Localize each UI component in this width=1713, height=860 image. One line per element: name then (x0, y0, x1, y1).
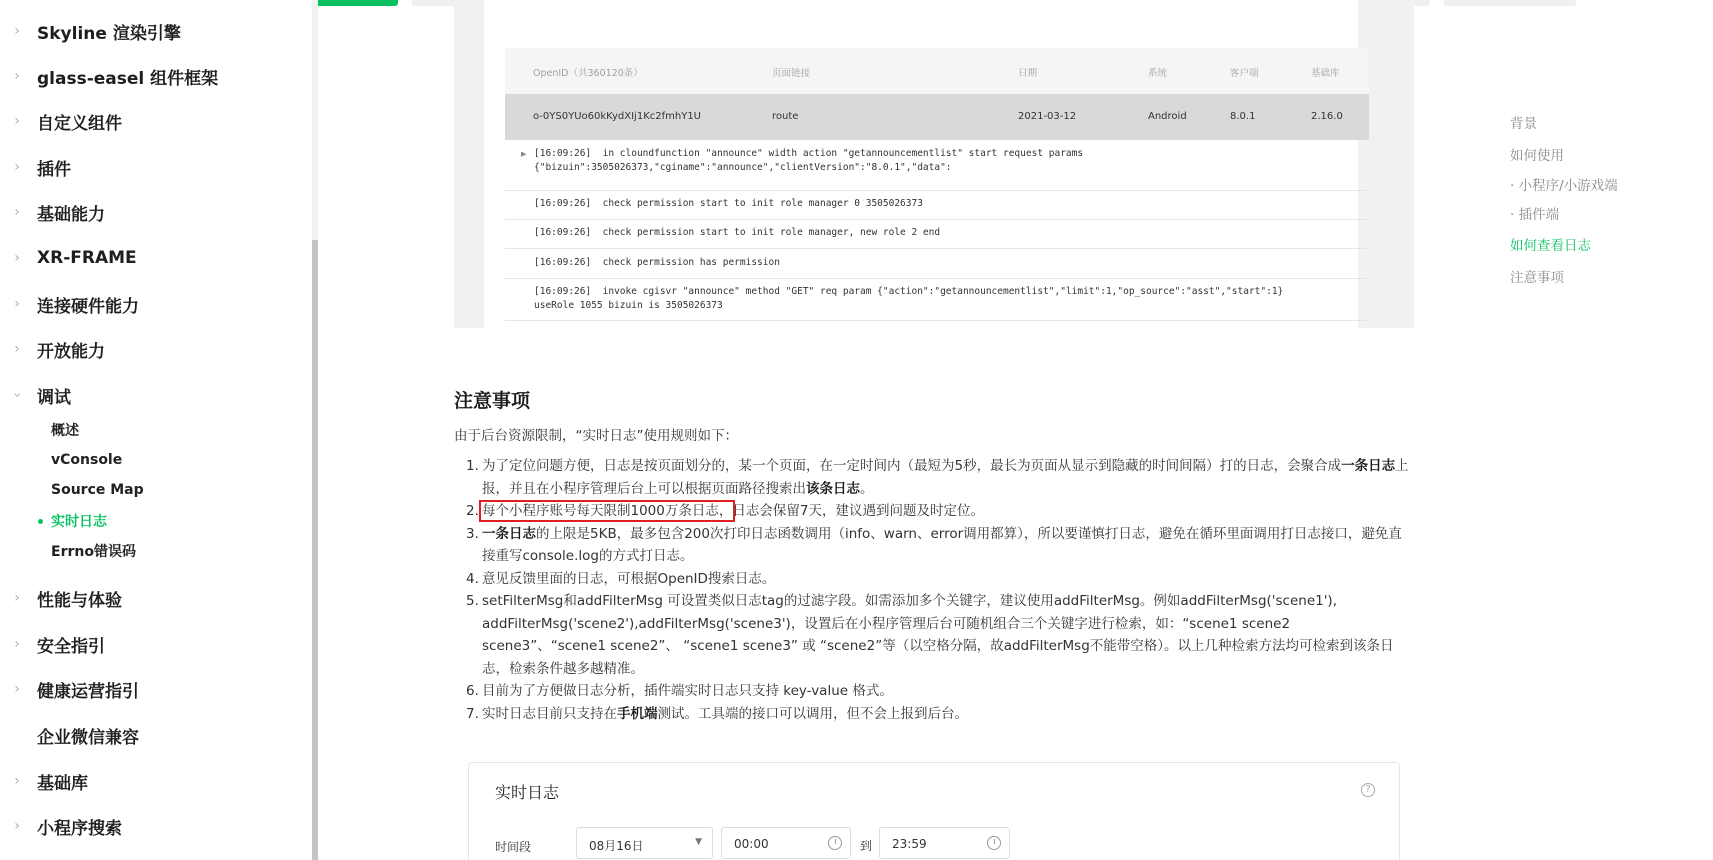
expand-triangle-icon: ▶ (521, 150, 527, 158)
sidebar-item-wecom[interactable] (0, 718, 300, 752)
sidebar-item-base-library[interactable] (0, 764, 300, 798)
toc-item-how-to-use[interactable]: 如何使用 (1510, 148, 1564, 164)
chevron-right-icon: › (14, 250, 20, 266)
sidebar-item-label: 自定义组件 (37, 113, 122, 134)
column-header: 基础库 (1311, 68, 1340, 79)
sidebar-item-custom-component[interactable] (0, 104, 300, 138)
list-item: 1. 为了定位问题方便，日志是按页面划分的，某一个页面，在一定时间内（最短为5秒，最长为页面从显示到隐藏的时间间隔）打的日志，会聚合成一条日志上报，并且在小程序管理后台上可以根据页面路径搜索出该条日志。 (466, 458, 1409, 497)
sidebar-item-label: XR-FRAME (37, 248, 137, 268)
sidebar-scrollbar-thumb[interactable] (312, 240, 318, 860)
sidebar-item-label: 基础库 (37, 773, 88, 794)
sidebar-item-health-ops[interactable] (0, 672, 300, 706)
divider (505, 219, 1369, 220)
sidebar-subitem-vconsole[interactable] (0, 447, 300, 473)
clock-icon (828, 836, 842, 850)
sidebar-subitem-label: 概述 (51, 423, 79, 439)
log-line: {"bizuin":3505026373,"cginame":"announce","clientVersion":"8.0.1","data": (534, 162, 952, 173)
chevron-right-icon: › (14, 341, 20, 357)
sidebar-subitem-overview[interactable] (0, 417, 300, 443)
sidebar-item-search[interactable] (0, 809, 300, 843)
chevron-down-icon: › (9, 392, 25, 398)
realtime-log-card (468, 762, 1400, 860)
toc-item-plugin[interactable]: · 插件端 (1510, 207, 1560, 223)
sidebar-subitem-label: Source Map (51, 482, 144, 498)
sidebar-item-hardware[interactable] (0, 287, 300, 321)
column-header: 系统 (1148, 68, 1168, 79)
list-item: 4. 意见反馈里面的日志，可根据OpenID搜索日志。 (466, 570, 776, 587)
divider (505, 320, 1369, 321)
sidebar-item-label: glass-easel 组件框架 (37, 68, 219, 89)
sidebar-item-security[interactable] (0, 627, 300, 661)
toc-item-view-log[interactable]: 如何查看日志 (1510, 238, 1591, 254)
log-line: [16:09:26] check permission start to init role manager 0 3505026373 (534, 198, 923, 209)
cell-page: route (772, 111, 799, 122)
log-line: [16:09:26] check permission has permission (534, 257, 780, 268)
list-item: 2. 每个小程序账号每天限制1000万条日志，日志会保留7天，建议遇到问题及时定位。 (466, 503, 984, 519)
cell-client: 8.0.1 (1230, 111, 1256, 122)
rules-list (454, 455, 1414, 725)
sidebar-item-performance[interactable] (0, 581, 300, 615)
sidebar-subitem-label: 实时日志 (51, 514, 107, 530)
sidebar-item-label: 连接硬件能力 (37, 296, 139, 317)
chevron-right-icon: › (14, 818, 20, 834)
sidebar-item-label: Skyline 渲染引擎 (37, 23, 181, 44)
to-label: 到 (860, 839, 873, 853)
chevron-right-icon: › (14, 68, 20, 84)
sidebar-subitem-source-map[interactable] (0, 477, 300, 503)
list-item: 7. 实时日志目前只支持在手机端测试。工具端的接口可以调用，但不会上报到后台。 (466, 705, 968, 722)
sidebar-item-label: 基础能力 (37, 204, 105, 225)
card-title: 实时日志 (495, 783, 560, 802)
divider (505, 248, 1369, 249)
sidebar-item-label: 开放能力 (37, 341, 105, 362)
divider (505, 190, 1369, 191)
sidebar-item-label: 性能与体验 (37, 590, 122, 611)
column-header: 客户端 (1230, 68, 1259, 79)
sidebar-item-label: 企业微信兼容 (37, 727, 139, 748)
start-time-picker[interactable]: 00:00 (721, 827, 851, 859)
column-header: 页面链接 (772, 68, 811, 79)
chevron-down-icon: ▼ (695, 837, 702, 847)
log-line: [16:09:26] invoke cgisvr "announce" method "GET" req param {"action":"getannouncementlist","limit":1,"op_source":"asst","start":1} (534, 286, 1284, 297)
sidebar-item-xr-frame[interactable] (0, 241, 300, 275)
sidebar-item-basic-capability[interactable] (0, 195, 300, 229)
date-select[interactable]: 08月16日 ▼ (576, 827, 713, 859)
column-header: 日期 (1018, 68, 1038, 79)
section-heading: 注意事项 (454, 390, 531, 412)
clock-icon (987, 836, 1001, 850)
chevron-right-icon: › (14, 23, 20, 39)
log-line: useRole 1055 bizuin is 3505026373 (534, 300, 723, 311)
divider (505, 278, 1369, 279)
chevron-right-icon: › (14, 204, 20, 220)
toc-item-notes[interactable]: 注意事项 (1510, 270, 1564, 286)
sidebar-item-debug[interactable] (0, 378, 300, 412)
sidebar-item-skyline[interactable] (0, 14, 300, 48)
list-item: 6. 目前为了方便做日志分析，插件端实时日志只支持 key-value 格式。 (466, 683, 893, 699)
log-table-header (505, 48, 1369, 94)
highlighted-text: 每个小程序账号每天限制1000万条日志， (482, 503, 733, 519)
chevron-right-icon: › (14, 681, 20, 697)
cell-openid: o-0YS0YUo60kKydXIj1Kc2fmhY1U (533, 111, 701, 122)
sidebar-subitem-label: vConsole (51, 452, 123, 468)
sidebar-subitem-errno[interactable] (0, 538, 300, 564)
chevron-right-icon: › (14, 636, 20, 652)
sidebar-subitem-realtime-log[interactable] (0, 508, 300, 534)
sidebar-subitem-label: Errno错误码 (51, 544, 136, 560)
help-icon[interactable]: ? (1361, 783, 1375, 797)
sidebar-nav (0, 0, 313, 860)
time-range-label: 时间段 (495, 840, 532, 854)
cell-system: Android (1148, 111, 1187, 122)
table-row (505, 94, 1369, 140)
chevron-right-icon: › (14, 590, 20, 606)
cell-base-lib: 2.16.0 (1311, 111, 1343, 122)
chevron-right-icon: › (14, 296, 20, 312)
sidebar-item-label: 调试 (37, 387, 71, 408)
active-dot-icon (38, 519, 43, 524)
sidebar-item-label: 插件 (37, 159, 71, 180)
list-item: 5. setFilterMsg和addFilterMsg 可设置类似日志tag的过滤字段。如需添加多个关键字，建议使用addFilterMsg。例如addFilterMsg('scene1'), addFilterMsg('scene2'),addFilterMsg('scene3')，设置后在小程序管理后台可随机组合三个关键字进行检索，如：“scene1 scene2 scene3”、“scene1 scene2”、 “scene1 scene3” 或 “scene2”等（以空格分隔，故addFilterMsg不能带空格）。以上几种检索方法均可检索到该条日志，检索条件越多越精准。 (466, 593, 1394, 677)
sidebar-item-glass-easel[interactable] (0, 59, 300, 93)
chevron-right-icon: › (14, 113, 20, 129)
log-line: [16:09:26] check permission start to init role manager, new role 2 end (534, 227, 941, 238)
column-header: OpenID（共360120条） (533, 68, 643, 79)
section-intro: 由于后台资源限制，“实时日志”使用规则如下： (454, 428, 738, 444)
toc-item-background[interactable]: 背景 (1510, 116, 1537, 132)
end-time-picker[interactable]: 23:59 (879, 827, 1010, 859)
sidebar-item-open-capability[interactable] (0, 332, 300, 366)
sidebar-item-label: 安全指引 (37, 636, 105, 657)
sidebar-item-label: 小程序搜索 (37, 818, 122, 839)
toc-item-miniprogram[interactable]: · 小程序/小游戏端 (1510, 178, 1618, 194)
sidebar-item-plugin[interactable] (0, 150, 300, 184)
log-line: [16:09:26] in cloundfunction "announce" width action "getannouncementlist" start request params (534, 148, 1084, 159)
cell-date: 2021-03-12 (1018, 111, 1077, 122)
chevron-right-icon: › (14, 773, 20, 789)
chevron-right-icon: › (14, 159, 20, 175)
list-item: 3. 一条日志的上限是5KB，最多包含200次打印日志函数调用（info、warn、error调用都算），所以要谨慎打日志，避免在循环里面调用打日志接口，避免直接重写console.log的方式打日志。 (466, 525, 1402, 564)
sidebar-item-label: 健康运营指引 (37, 681, 139, 702)
top-tab[interactable] (1444, 0, 1576, 6)
